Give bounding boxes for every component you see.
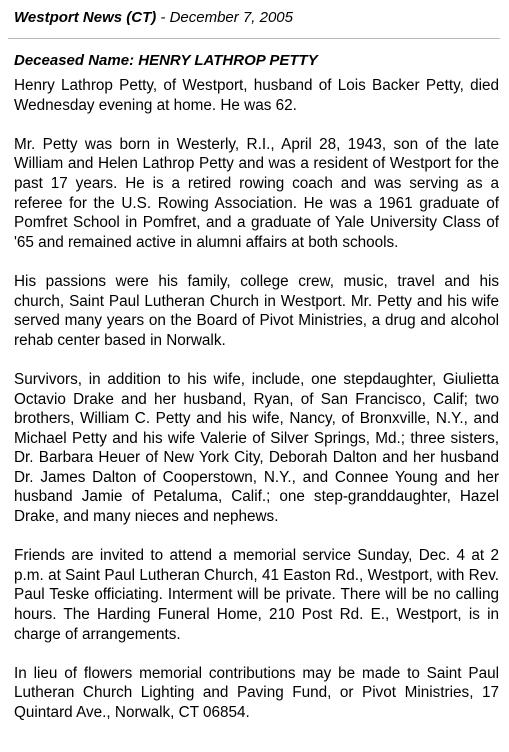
publication-source: Westport News (CT)	[14, 9, 157, 26]
obituary-paragraph: Mr. Petty was born in Westerly, R.I., April 28, 1943, son of the late William and Helen Lathrop Petty and was a resident of Westport for the past 17 years. He is a retired rowing coach and was serving as a referee for the U.S. Rowing Association. He was a 1961 graduate of Pomfret School in Pomfret, and a graduate of Yale University Class of '65 and remained active in alumni affairs at both schools.	[14, 135, 499, 251]
obituary-body	[14, 76, 499, 723]
obituary-paragraph: In lieu of flowers memorial contributions may be made to Saint Paul Lutheran Church Lighting and Paving Fund, or Pivot Ministries, 17 Quintard Ave., Norwalk, CT 06854.	[14, 664, 499, 721]
obituary-paragraph: His passions were his family, college crew, music, travel and his church, Saint Paul Lutheran Church in Westport. Mr. Petty and his wife served many years on the Board of Pivot Ministries, a drug and alcohol rehab center based in Norwalk.	[14, 272, 499, 349]
obituary-paragraph: Survivors, in addition to his wife, include, one stepdaughter, Giulietta Octavio Drake and her husband, Ryan, of San Francisco, Calif; two brothers, William C. Petty and his wife, Nancy, of Bronxville, N.Y., and Michael Petty and his wife Valerie of Silver Springs, Md.; three sisters, Dr. Barbara Heuer of New York City, Deborah Dalton and her husband Dr. James Dalton of Cooperstown, N.Y., and Connee Young and her husband Jamie of Petaluma, Calif.; one step-granddaughter, Hazel Drake, and many nieces and nephews.	[14, 370, 499, 526]
publication-date: December 7, 2005	[169, 9, 293, 26]
deceased-heading	[14, 51, 318, 71]
deceased-label: Deceased Name:	[14, 52, 135, 69]
header-separator: -	[156, 9, 170, 26]
deceased-name: HENRY LATHROP PETTY	[138, 52, 318, 69]
publication-header	[14, 8, 293, 28]
obituary-paragraph: Henry Lathrop Petty, of Westport, husband of Lois Backer Petty, died Wednesday evening at home. He was 62.	[14, 77, 499, 114]
obituary-paragraph: Friends are invited to attend a memorial service Sunday, Dec. 4 at 2 p.m. at Saint Paul Lutheran Church, 41 Easton Rd., Westport, with Rev. Paul Teske officiating. Interment will be private. There will be no calling hours. The Harding Funeral Home, 210 Post Rd. E., Westport, is in charge of arrangements.	[14, 547, 499, 643]
header-divider	[8, 38, 500, 39]
